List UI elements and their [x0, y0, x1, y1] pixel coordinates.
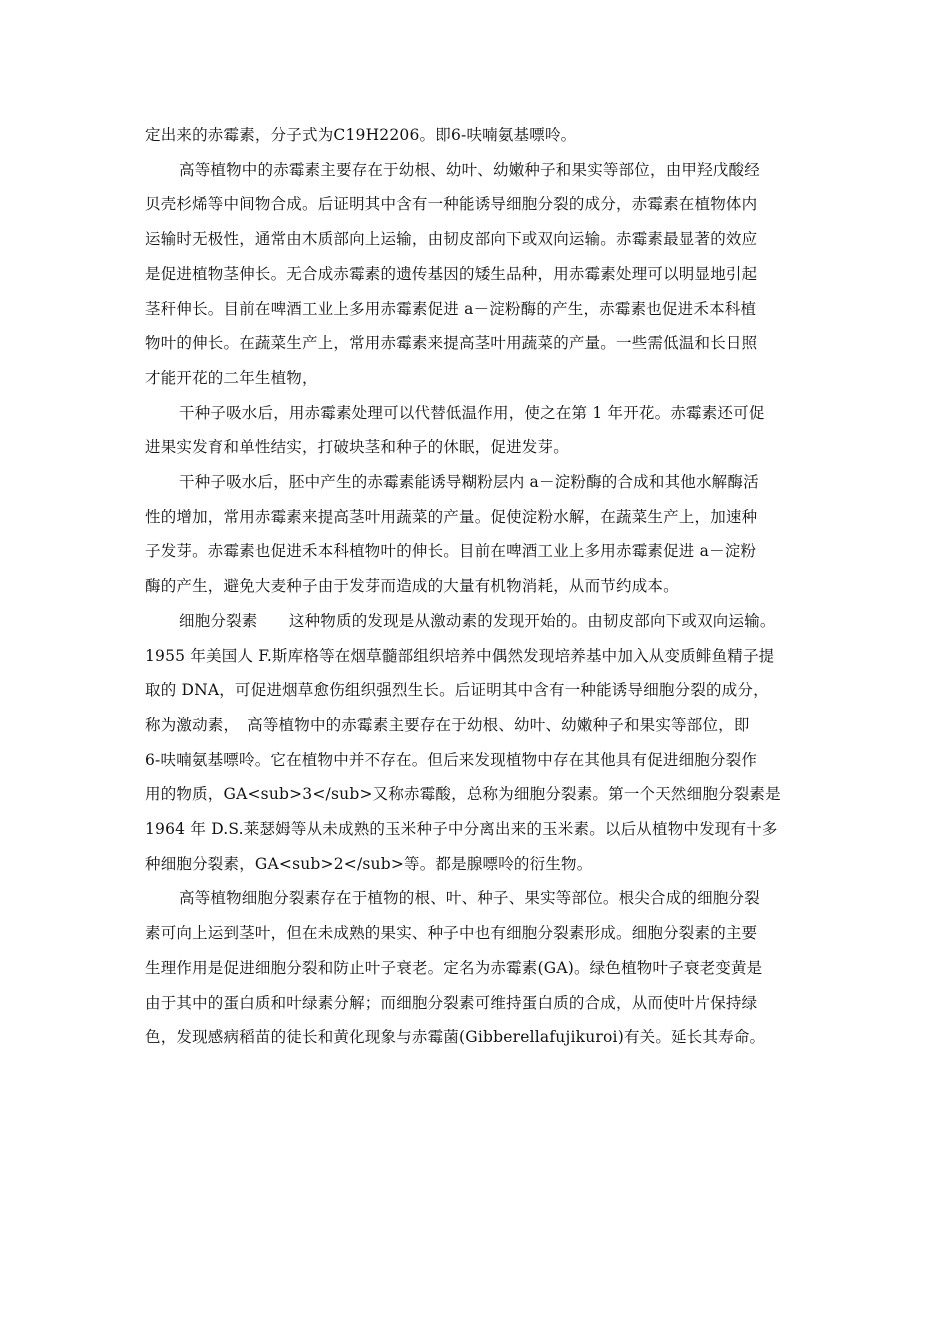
- text-line: 运输时无极性，通常由木质部向上运输，由韧皮部向下或双向运输。赤霉素最显著的效应: [145, 230, 758, 249]
- text-line: 性的增加，常用赤霉素来提高茎叶用蔬菜的产量。促使淀粉水解，在蔬菜生产上，加速种: [145, 507, 758, 526]
- text-line: 由于其中的蛋白质和叶绿素分解；而细胞分裂素可维持蛋白质的合成，从而使叶片保持绿: [145, 993, 758, 1012]
- text-line: 进果实发育和单性结实，打破块茎和种子的休眠，促进发芽。: [145, 438, 569, 457]
- text-line: 物叶的伸长。在蔬菜生产上，常用赤霉素来提高茎叶用蔬菜的产量。一些需低温和长日照: [145, 334, 758, 353]
- text-line: 贝壳杉烯等中间物合成。后证明其中含有一种能诱导细胞分裂的成分，赤霉素在植物体内: [145, 195, 758, 214]
- text-line: 干种子吸水后，胚中产生的赤霉素能诱导糊粉层内 a－淀粉酶的合成和其他水解酶活: [179, 473, 759, 492]
- text-line: 1955 年美国人 F.斯库格等在烟草髓部组织培养中偶然发现培养基中加入从变质鲱鱼精子提: [145, 646, 775, 665]
- text-line: 用的物质，GA<sub>3</sub>又称赤霉酸，总称为细胞分裂素。第一个天然细胞分裂素是: [145, 785, 781, 804]
- text-line: 1964 年 D.S.莱瑟姆等从未成熟的玉米种子中分离出来的玉米素。以后从植物中发现有十多: [145, 820, 778, 839]
- text-line: 色，发现感病稻苗的徒长和黄化现象与赤霉菌(Gibberellafujikuroi)有关。延长其寿命。: [145, 1028, 766, 1047]
- text-line: 6-呋喃氨基嘌呤。它在植物中并不存在。但后来发现植物中存在其他具有促进细胞分裂作: [145, 750, 758, 769]
- document-body: [145, 118, 805, 1055]
- text-line: 生理作用是促进细胞分裂和防止叶子衰老。定名为赤霉素(GA)。绿色植物叶子衰老变黄是: [145, 958, 763, 977]
- paragraph-3: [145, 396, 805, 465]
- text-line: 高等植物中的赤霉素主要存在于幼根、幼叶、幼嫩种子和果实等部位，由甲羟戊酸经: [179, 160, 760, 179]
- text-line: 高等植物细胞分裂素存在于植物的根、叶、种子、果实等部位。根尖合成的细胞分裂: [179, 889, 760, 908]
- text-line: 取的 DNA，可促进烟草愈伤组织强烈生长。后证明其中含有一种能诱导细胞分裂的成分，: [145, 681, 769, 700]
- text-line: 细胞分裂素 这种物质的发现是从激动素的发现开始的。由韧皮部向下或双向运输。: [179, 611, 776, 630]
- text-line: 种细胞分裂素，GA<sub>2</sub>等。都是腺嘌呤的衍生物。: [145, 854, 593, 873]
- text-line: 定出来的赤霉素，分子式为C19H2206。即6-呋喃氨基嘌呤。: [145, 126, 577, 144]
- paragraph-2: [145, 153, 805, 396]
- paragraph-5: [145, 604, 805, 882]
- paragraph-6: [145, 881, 805, 1055]
- paragraph-1: [145, 118, 805, 153]
- text-line: 子发芽。赤霉素也促进禾本科植物叶的伸长。目前在啤酒工业上多用赤霉素促进 a－淀粉: [145, 542, 757, 561]
- text-line: 素可向上运到茎叶，但在未成熟的果实、种子中也有细胞分裂素形成。细胞分裂素的主要: [145, 924, 758, 943]
- text-line: 称为激动素， 高等植物中的赤霉素主要存在于幼根、幼叶、幼嫩种子和果实等部位，即: [145, 715, 750, 734]
- text-line: 酶的产生，避免大麦种子由于发芽而造成的大量有机物消耗，从而节约成本。: [145, 577, 679, 596]
- paragraph-4: [145, 465, 805, 604]
- text-line: 才能开花的二年生植物，: [145, 368, 318, 387]
- text-line: 是促进植物茎伸长。无合成赤霉素的遗传基因的矮生品种，用赤霉素处理可以明显地引起: [145, 264, 758, 283]
- text-line: 茎秆伸长。目前在啤酒工业上多用赤霉素促进 a－淀粉酶的产生，赤霉素也促进禾本科植: [145, 299, 757, 318]
- text-line: 干种子吸水后，用赤霉素处理可以代替低温作用，使之在第 1 年开花。赤霉素还可促: [179, 403, 765, 422]
